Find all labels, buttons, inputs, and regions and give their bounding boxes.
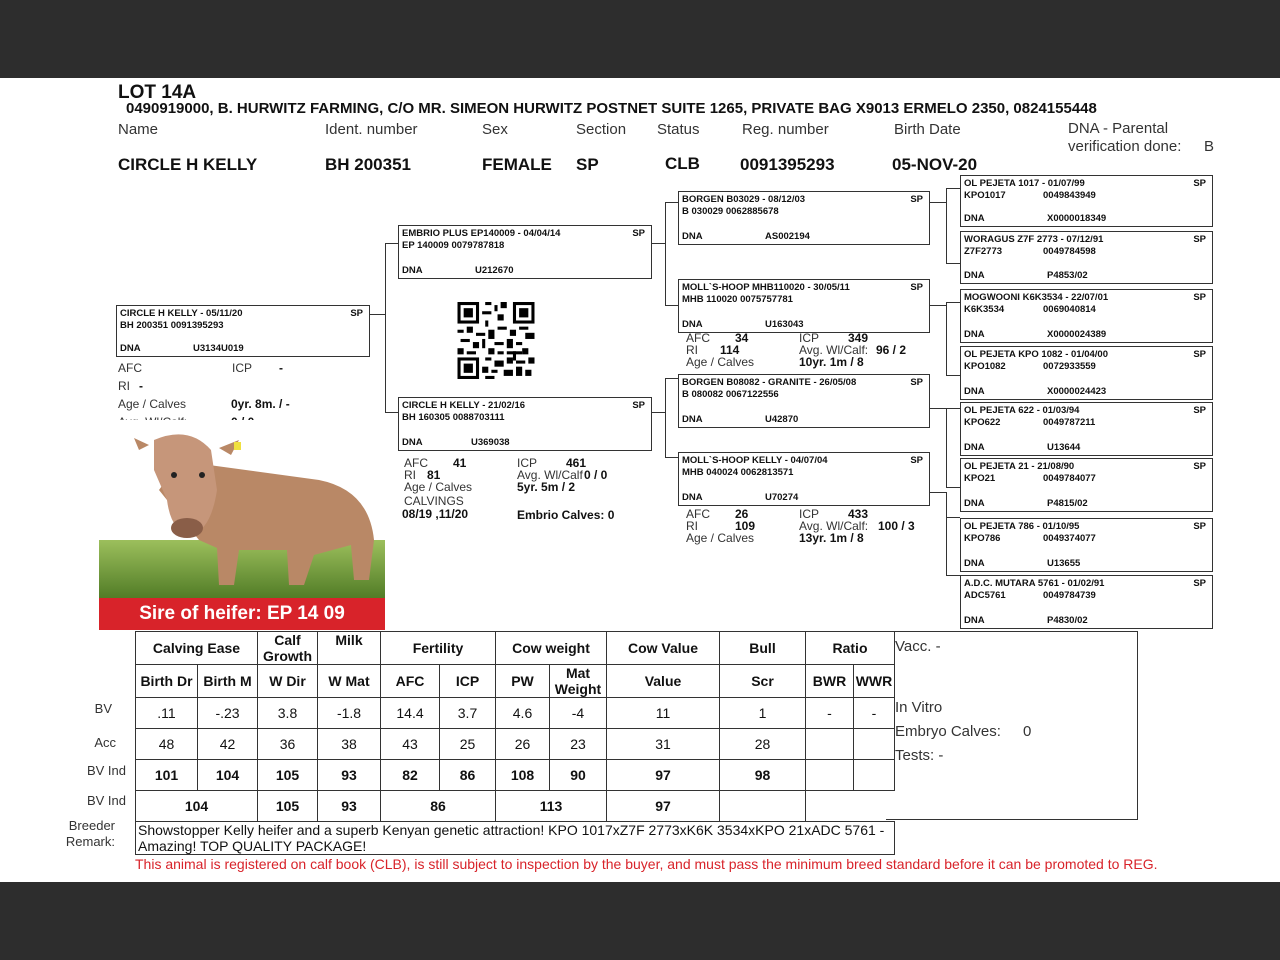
header-sex: Sex	[482, 121, 508, 138]
heifer-photo	[99, 420, 385, 600]
ebv-table: Calving Ease Calf Growth Milk Fertility Cow weight Cow Value Bull Ratio Birth Dr Birth M W Dir W Mat AFC ICP PW Mat Weight Value Scr BWR WWR .11 -.23 3.8 -1.8 14.4 3.7 4.6 -4 11 1 - - 48 42 36 38 43 25 26 23 31 28 101 104 105 93 82 86 108 90 97 98 104 105 93 86 113 97 Showstopper Kelly heifer and a superb Kenyan genetic attraction! KPO 1017xZ7F 2773xK6K 3534xKPO 21xADC 5761 - Amazing! TOP QUALITY PACKAGE!	[135, 631, 895, 855]
great-grandparent-box-4: OL PEJETA KPO 1082 - 01/04/00 SP KPO1082 0072933559 DNA X0000024423	[960, 346, 1213, 400]
clb-disclaimer: This animal is registered on calf book (CLB), is still subject to inspection by the buyer, and must pass the minimum breed standard before it can be promoted to REG.	[135, 856, 1158, 872]
header-reg: Reg. number	[742, 121, 829, 138]
header-dna-2: verification done:	[1068, 138, 1182, 155]
animal-reg: 0091395293	[740, 155, 835, 174]
grandparent-box-2: MOLL`S-HOOP MHB110020 - 30/05/11 SP MHB 110020 0075757781 DNA U163043	[678, 279, 930, 333]
great-grandparent-box-5: OL PEJETA 622 - 01/03/94 SP KPO622 0049787211 DNA U13644	[960, 402, 1213, 456]
side-panel: Vacc. - In Vitro Embryo Calves: 0 Tests: -	[886, 631, 1138, 820]
acc-row: 48 42 36 38 43 25 26 23 31 28	[136, 729, 895, 760]
dam-box: CIRCLE H KELLY - 21/02/16 SP BH 160305 0088703111 DNA U369038	[398, 397, 652, 451]
subject-box: CIRCLE H KELLY - 05/11/20 SP BH 200351 0091395293 DNA U3134U019	[116, 305, 370, 357]
great-grandparent-box-6: OL PEJETA 21 - 21/08/90 SP KPO21 0049784077 DNA P4815/02	[960, 458, 1213, 512]
bv-row: .11 -.23 3.8 -1.8 14.4 3.7 4.6 -4 11 1 - -	[136, 698, 895, 729]
grandparent-box-1: BORGEN B03029 - 08/12/03 SP B 030029 0062885678 DNA AS002194	[678, 191, 930, 245]
owner-details: 0490919000, B. HURWITZ FARMING, C/O MR. SIMEON HURWITZ POSTNET SUITE 1265, PRIVATE BAG X9013 ERMELO 2350, 0824155448	[126, 100, 1097, 117]
header-ident: Ident. number	[325, 121, 418, 138]
qr-code-icon	[456, 302, 536, 379]
header-section: Section	[576, 121, 627, 138]
animal-ident: BH 200351	[325, 155, 412, 174]
great-grandparent-box-8: A.D.C. MUTARA 5761 - 01/02/91 SP ADC5761 0049784739 DNA P4830/02	[960, 575, 1213, 629]
animal-sex: FEMALE	[482, 155, 552, 174]
sire-box: EMBRIO PLUS EP140009 - 04/04/14 SP EP 140009 0079787818 DNA U212670	[398, 225, 652, 279]
lot-sheet: LOT 14A 0490919000, B. HURWITZ FARMING, C/O MR. SIMEON HURWITZ POSTNET SUITE 1265, PRIVATE BAG X9013 ERMELO 2350, 0824155448 Name Ident. number Sex Section Status Reg. number Birth Date DNA - Parental verification done: B CIRCLE H KELLY BH 200351 FEMALE SP CLB 0091395293 05-NOV-20 CIRCLE H KELLY - 05/11/20 SP BH 200351 0091395293 DNA U3134U019 AFC ICP - RI - Age / Calves 0yr. 8m. / - EMBRIO PLUS EP140009 - 04/04/14 SP EP 140009 0079787818 DNA U212670 CIRCLE H KELLY - 21/02/16 SP BH 160305 0088703111 DNA U369038 AFC 41 ICP 461 RI 81 Avg. Wl/Calf 0 / 0 Age / Calves 5yr. 5m / 2 CALVINGS 08/19 ,11/20 Embrio Calves: 0 BORGEN B03029 - 08/12/03 SP B 030029 0062885678 DNA AS002194 MOLL`S-HOOP MHB110020 - 30/05/11 SP MHB 110020 0075757781 DNA U163043 AFC 34 ICP 349 RI 114 Avg. Wl/Calf: 96 / 2 Age / Calves 10yr. 1m / 8 BORGEN B08082 - GRANITE - 26/05/08 SP B 080082 0067122556 DNA U42870 MOLL`S-HOOP KELLY - 04/07/04 SP MHB 040024 0062813571 DNA U70274 AFC 26 ICP 433 RI 109 Avg. Wl/Calf: 100 / 3 Age / Calves 13yr. 1m / 8 OL PEJETA 1017 - 01/07/99 SP KPO1017 0049843949 DNA X0000018349 WORAGUS Z7F 2773 - 07/12/91 SP Z7F2773 0049784598 DNA P4853/02 MOGWOONI K6K3534 - 22/07/01 SP K6K3534 0069040814 DNA X0000024389 OL PEJETA KPO 1082 - 01/04/00 SP KPO1082 0072933559 DNA X0000024423 OL PEJETA 622 - 01/03/94 SP KPO622 0049787211 DNA U13644 OL PEJETA 21 - 21/08/90 SP KPO21 0049784077 DNA P4815/02 OL PEJETA 786 - 01/10/95 SP KPO786 0049374077 DNA U13655 A.D.C. MUTARA 5761 - 01/02/91 SP ADC5761 0049784739 DNA P4830/02 Sire of heifer: EP 14 09 BV Acc BV Ind BV Ind Breeder Remark: Calving Ease Calf Growth Milk Fertility Cow weight Cow Value Bull Ratio Birth Dr Birth M W Dir W Mat AFC ICP PW Mat Weight Value Scr BWR WWR .11 -.23 3.8 -1.8 14.4 3.7 4.6 -4 11 1 - - 48 42 36 38 43 25 26 23 31 28 101 104 105 93 82 86 108 90 97 98 104 105 93 86 113 97 Showstopper Kelly heifer and a superb Kenyan genetic attraction! KPO 1017xZ7F 2773xK6K 3534xKPO 21xADC 5761 - Amazing! TOP QUALITY PACKAGE! Vacc. - In Vitro Embryo Calves: 0 Tests: - This animal is registered on calf book (CLB), is still subject to inspection by the buyer, and must pass the minimum breed standard before it can be promoted to REG.	[0, 78, 1280, 882]
great-grandparent-box-3: MOGWOONI K6K3534 - 22/07/01 SP K6K3534 0069040814 DNA X0000024389	[960, 289, 1213, 343]
header-dna-value: B	[1204, 138, 1215, 155]
bv-ind-row: 101 104 105 93 82 86 108 90 97 98	[136, 760, 895, 791]
animal-name: CIRCLE H KELLY	[118, 155, 258, 174]
animal-section: SP	[576, 155, 599, 174]
remark-row: Showstopper Kelly heifer and a superb Kenyan genetic attraction! KPO 1017xZ7F 2773xK6K 3534xKPO 21xADC 5761 - Amazing! TOP QUALITY PACKAGE!	[136, 822, 895, 855]
bv-ind-combined-row: 104 105 93 86 113 97	[136, 791, 895, 822]
animal-status: CLB	[665, 154, 700, 173]
animal-birth: 05-NOV-20	[892, 155, 978, 174]
lot-number: LOT 14A	[118, 82, 197, 103]
sire-banner: Sire of heifer: EP 14 09	[99, 598, 385, 630]
grandparent-box-3: BORGEN B08082 - GRANITE - 26/05/08 SP B 080082 0067122556 DNA U42870	[678, 374, 930, 428]
great-grandparent-box-2: WORAGUS Z7F 2773 - 07/12/91 SP Z7F2773 0049784598 DNA P4853/02	[960, 231, 1213, 284]
header-name: Name	[118, 121, 159, 138]
header-dna-1: DNA - Parental	[1068, 120, 1169, 137]
great-grandparent-box-1: OL PEJETA 1017 - 01/07/99 SP KPO1017 0049843949 DNA X0000018349	[960, 175, 1213, 227]
grandparent-box-4: MOLL`S-HOOP KELLY - 04/07/04 SP MHB 040024 0062813571 DNA U70274	[678, 452, 930, 506]
header-status: Status	[657, 121, 700, 138]
great-grandparent-box-7: OL PEJETA 786 - 01/10/95 SP KPO786 0049374077 DNA U13655	[960, 518, 1213, 572]
header-birth: Birth Date	[894, 121, 961, 138]
